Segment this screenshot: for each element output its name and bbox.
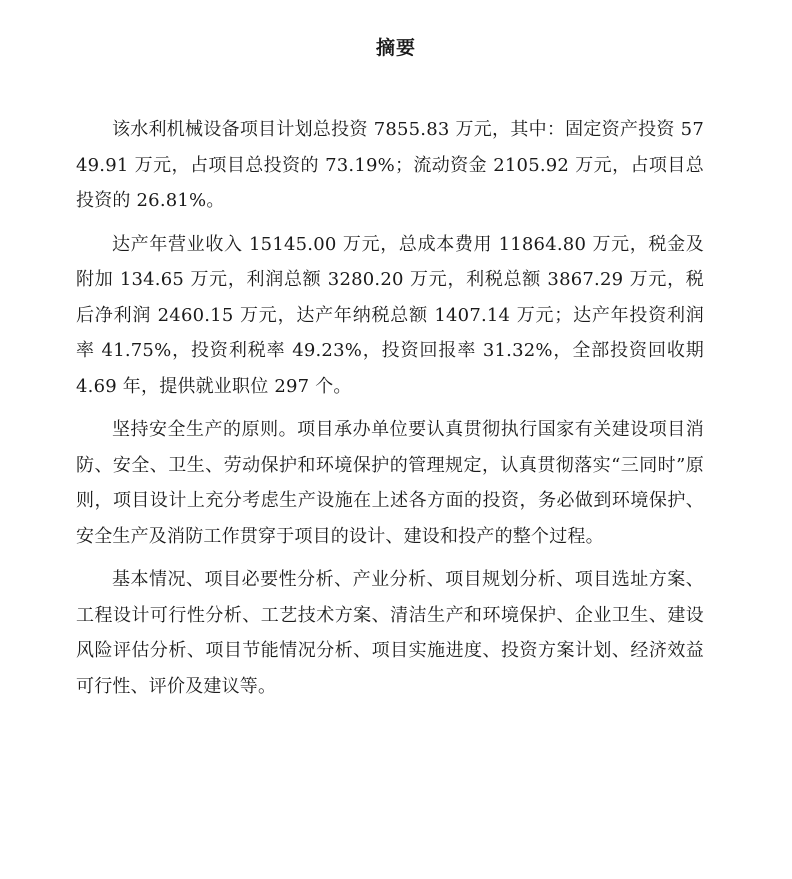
paragraph-contents: 基本情况、项目必要性分析、产业分析、项目规划分析、项目选址方案、工程设计可行性分析、工艺技术方案、清洁生产和环境保护、企业卫生、建设风险评估分析、项目节能情况分析、项目实施进度、投资方案计划、经济效益可行性、评价及建议等。 bbox=[76, 569, 704, 697]
paragraph-financials: 达产年营业收入 15145.00 万元，总成本费用 11864.80 万元，税金及附加 134.65 万元，利润总额 3280.20 万元，利税总额 3867.29 万元，税后净利润 2460.15 万元，达产年纳税总额 1407.14 万元；达产年投资利润率 41.75%，投资利税率 49.23%，投资回报率 31.32%，全部投资回收期 4.69 年，提供就业职位 297 个。 bbox=[76, 233, 704, 397]
paragraph-safety-principle: 坚持安全生产的原则。项目承办单位要认真贯彻执行国家有关建设项目消防、安全、卫生、劳动保护和环境保护的管理规定，认真贯彻落实“三同时”原则，项目设计上充分考虑生产设施在上述各方面的投资，务必做到环境保护、安全生产及消防工作贯穿于项目的设计、建设和投产的整个过程。 bbox=[76, 419, 704, 547]
paragraph-investment: 该水利机械设备项目计划总投资 7855.83 万元，其中：固定资产投资 5749.91 万元，占项目总投资的 73.19%；流动资金 2105.92 万元，占项目总投资的 26.81%。 bbox=[76, 119, 704, 211]
document-body bbox=[76, 112, 704, 712]
page-title: 摘要 bbox=[375, 37, 416, 59]
